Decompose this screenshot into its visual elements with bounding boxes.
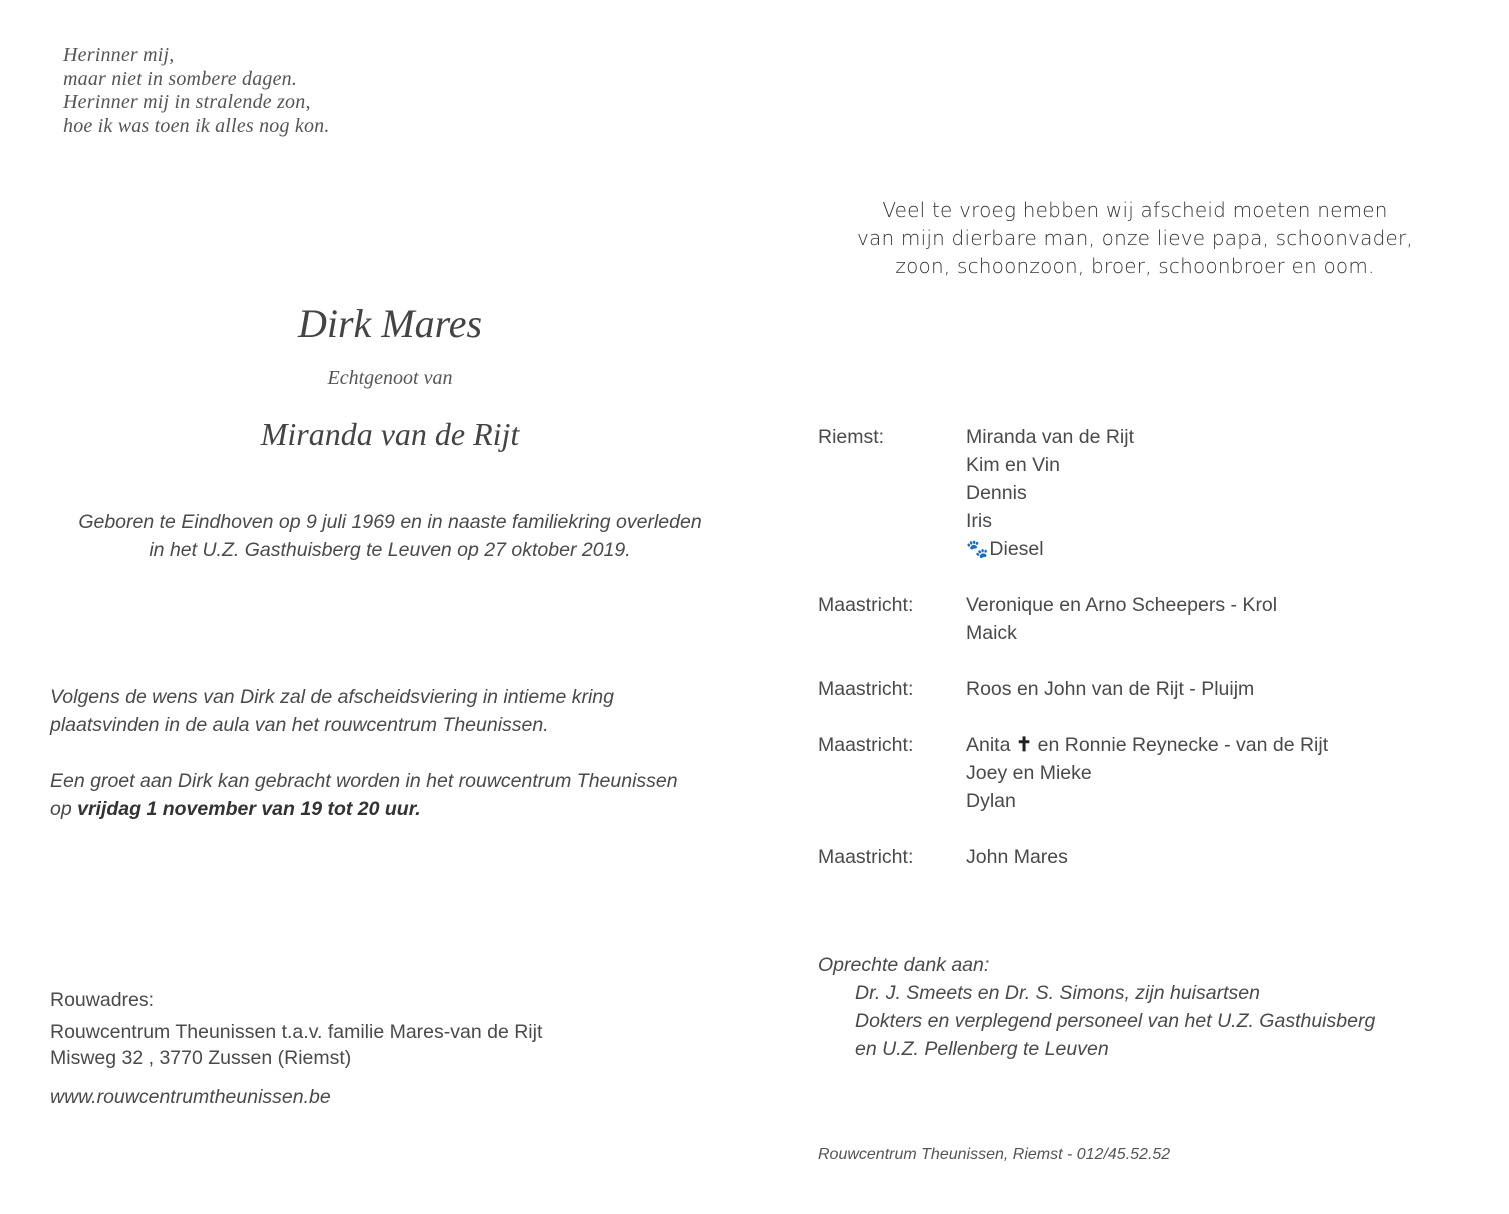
pet-name: Diesel bbox=[989, 538, 1044, 560]
spouse-name: Miranda van de Rijt bbox=[260, 416, 520, 452]
visit-info bbox=[50, 767, 750, 823]
family-member: Roos en John van de Rijt - Pluijm bbox=[966, 678, 1255, 700]
intro-line: van mijn dierbare man, onze lieve papa, schoonvader, bbox=[857, 226, 1413, 250]
family-members bbox=[966, 423, 1134, 563]
member-name-suffix: en Ronnie Reynecke - van de Rijt bbox=[1032, 734, 1329, 756]
thanks-line: Dr. J. Smeets en Dr. S. Simons, zijn huisartsen bbox=[855, 982, 1260, 1004]
family-member bbox=[966, 731, 1328, 759]
footer-text: Rouwcentrum Theunissen, Riemst - 012/45.52.52 bbox=[818, 1146, 1171, 1163]
website-link[interactable]: www.rouwcentrumtheunissen.be bbox=[50, 1086, 331, 1108]
family-member: Maick bbox=[966, 622, 1017, 644]
address-label: Rouwadres: bbox=[50, 989, 155, 1011]
address-line: Rouwcentrum Theunissen t.a.v. familie Mares-van de Rijt bbox=[50, 1021, 543, 1043]
ceremony-line: plaatsvinden in de aula van het rouwcentrum Theunissen. bbox=[50, 714, 549, 736]
family-group bbox=[818, 843, 1458, 871]
visit-date: vrijdag 1 november van 19 tot 20 uur. bbox=[77, 798, 421, 820]
address-line: Misweg 32 , 3770 Zussen (Riemst) bbox=[50, 1047, 352, 1069]
intro-line: zoon, schoonzoon, broer, schoonbroer en oom. bbox=[895, 254, 1375, 278]
ceremony-line: Volgens de wens van Dirk zal de afscheidsviering in intieme kring bbox=[50, 686, 614, 708]
family-members bbox=[966, 591, 1277, 647]
family-place: Maastricht: bbox=[818, 734, 914, 756]
family-member: Dennis bbox=[966, 482, 1027, 504]
family-group bbox=[818, 591, 1458, 647]
spouse-relation: Echtgenoot van bbox=[327, 367, 453, 389]
birth-death-line: in het U.Z. Gasthuisberg te Leuven op 27 oktober 2019. bbox=[149, 539, 631, 561]
birth-death-line: Geboren te Eindhoven op 9 juli 1969 en in naaste familiekring overleden bbox=[78, 511, 702, 533]
family-member: Kim en Vin bbox=[966, 454, 1060, 476]
family-group bbox=[818, 731, 1458, 815]
intro-text bbox=[830, 196, 1440, 280]
family-place: Riemst: bbox=[818, 426, 885, 448]
poem-line: Herinner mij, bbox=[63, 44, 175, 66]
poem-line: hoe ik was toen ik alles nog kon. bbox=[63, 114, 330, 137]
birth-death-info bbox=[40, 508, 740, 564]
family-members bbox=[966, 675, 1254, 703]
visit-line bbox=[50, 795, 750, 823]
ceremony-info bbox=[50, 683, 750, 739]
intro-line: Veel te vroeg hebben wij afscheid moeten nemen bbox=[882, 198, 1388, 222]
family-list bbox=[818, 423, 1458, 899]
family-group bbox=[818, 675, 1458, 703]
thanks-title: Oprechte dank aan: bbox=[818, 954, 990, 976]
family-member bbox=[966, 535, 1134, 563]
thanks-line: en U.Z. Pellenberg te Leuven bbox=[855, 1038, 1109, 1060]
family-members bbox=[966, 731, 1328, 815]
family-member: Joey en Mieke bbox=[966, 762, 1092, 784]
thanks-line: Dokters en verplegend personeel van het U.Z. Gasthuisberg bbox=[855, 1010, 1376, 1032]
family-member: Iris bbox=[966, 510, 992, 532]
visit-prefix: op bbox=[50, 798, 78, 820]
poem bbox=[63, 44, 463, 138]
thanks-section bbox=[818, 951, 1458, 1063]
family-place: Maastricht: bbox=[818, 846, 914, 868]
family-place: Maastricht: bbox=[818, 678, 914, 700]
member-name-prefix: Anita bbox=[966, 734, 1016, 756]
paw-icon: 🐾 bbox=[966, 539, 989, 559]
family-member: Veronique en Arno Scheepers - Krol bbox=[966, 594, 1278, 616]
deceased-name: Dirk Mares bbox=[297, 301, 483, 346]
poem-line: maar niet in sombere dagen. bbox=[63, 67, 298, 90]
family-group bbox=[818, 423, 1458, 563]
family-place: Maastricht: bbox=[818, 594, 914, 616]
family-members bbox=[966, 843, 1068, 871]
family-member: Dylan bbox=[966, 790, 1016, 812]
cross-icon: ✝ bbox=[1015, 734, 1033, 756]
family-member: John Mares bbox=[966, 846, 1068, 868]
visit-line: Een groet aan Dirk kan gebracht worden in het rouwcentrum Theunissen bbox=[50, 770, 678, 792]
poem-line: Herinner mij in stralende zon, bbox=[63, 91, 311, 113]
family-member: Miranda van de Rijt bbox=[966, 426, 1134, 448]
